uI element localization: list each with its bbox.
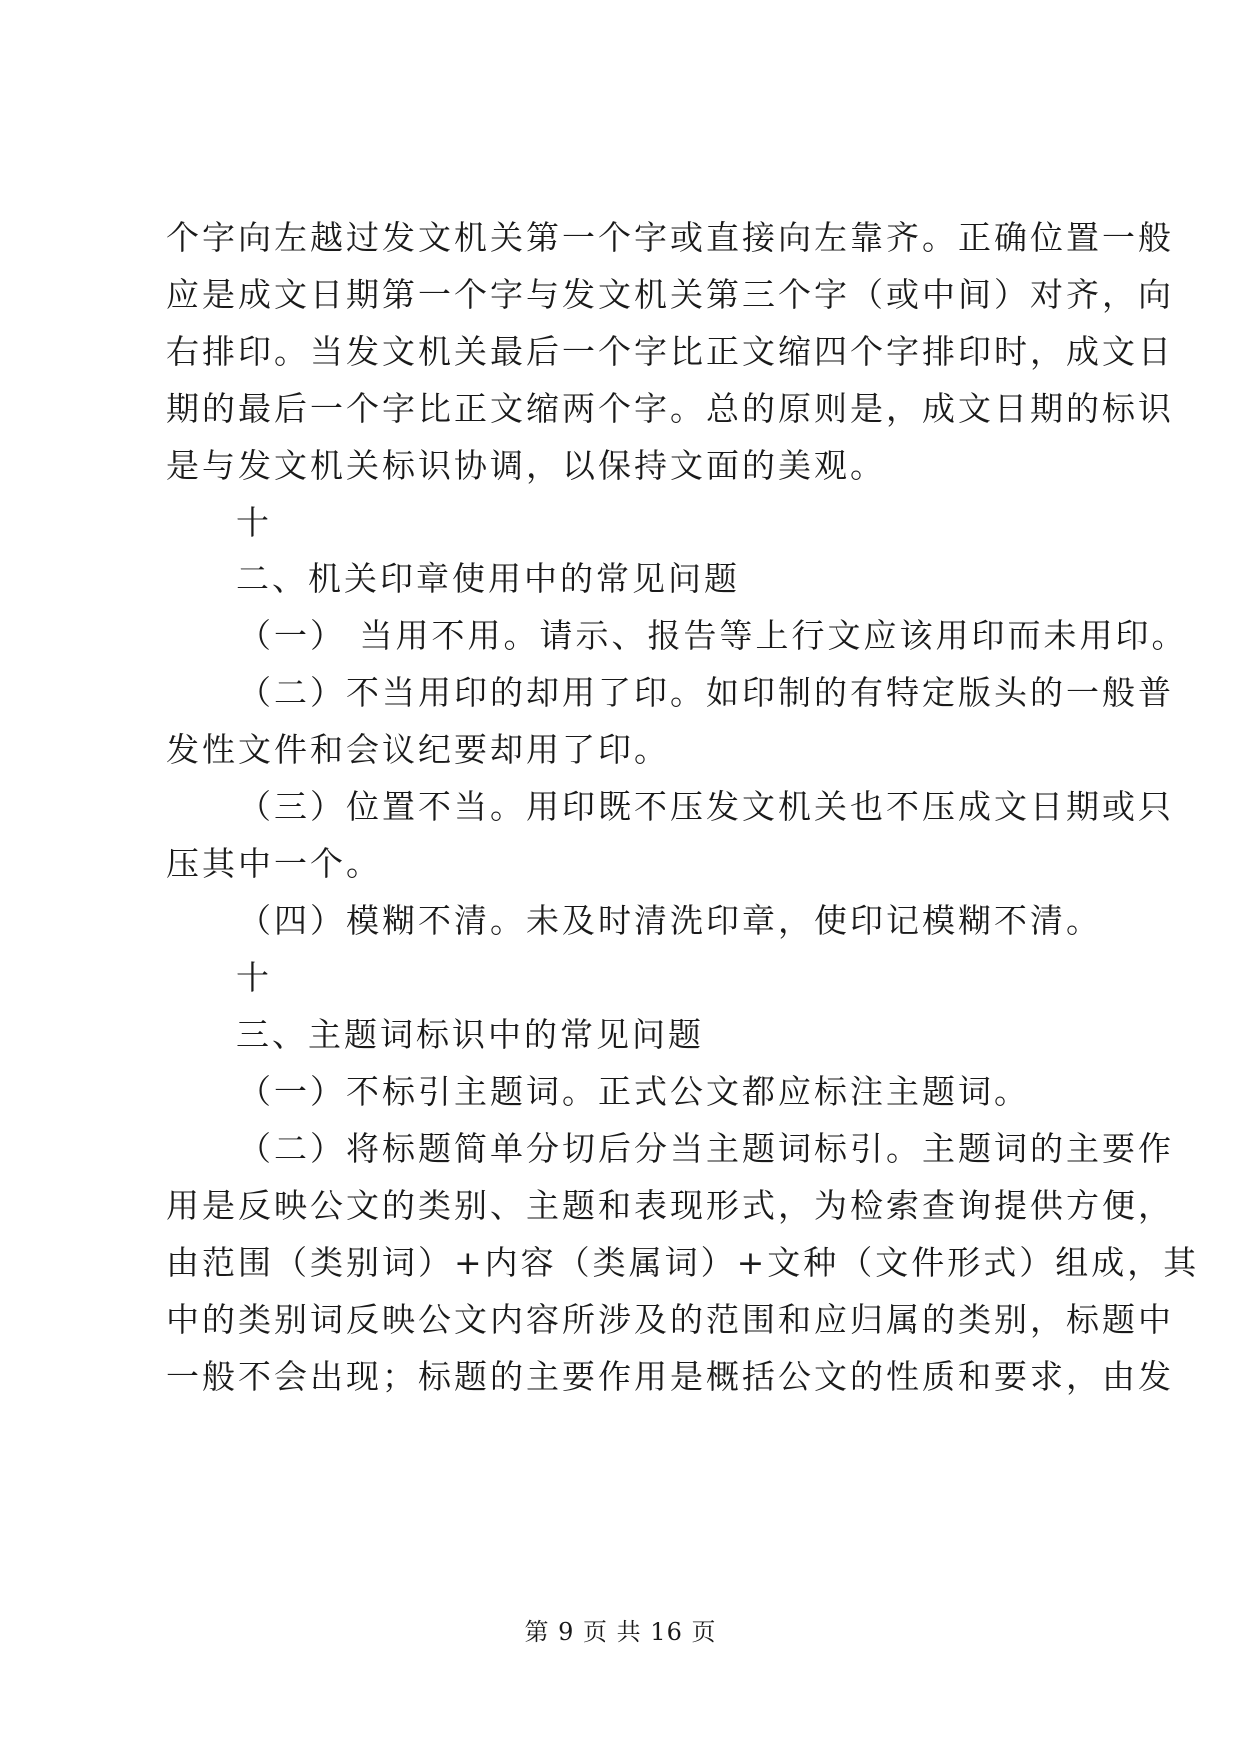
section-heading: 二、机关印章使用中的常见问题	[236, 559, 740, 598]
list-item: （三）位置不当。用印既不压发文机关也不压成文日期或只	[238, 787, 1174, 826]
paragraph-line: 一般不会出现；标题的主要作用是概括公文的性质和要求，由发	[166, 1357, 1174, 1396]
paragraph-line: 期的最后一个字比正文缩两个字。总的原则是，成文日期的标识	[166, 389, 1174, 428]
list-item: （一） 当用不用。请示、报告等上行文应该用印而未用印。	[238, 616, 1188, 655]
paragraph-line: 发性文件和会议纪要却用了印。	[166, 730, 670, 769]
paragraph-line: 中的类别词反映公文内容所涉及的范围和应归属的类别，标题中	[166, 1300, 1174, 1339]
paragraph-line: 是与发文机关标识协调，以保持文面的美观。	[166, 446, 886, 485]
separator-mark: 十	[236, 503, 272, 542]
list-item: （一）不标引主题词。正式公文都应标注主题词。	[238, 1072, 1030, 1111]
paragraph-line: 右排印。当发文机关最后一个字比正文缩四个字排印时，成文日	[166, 332, 1174, 371]
section-heading: 三、主题词标识中的常见问题	[236, 1015, 704, 1054]
separator-mark: 十	[236, 958, 272, 997]
paragraph-line: 应是成文日期第一个字与发文机关第三个字（或中间）对齐，向	[166, 275, 1174, 314]
paragraph-line: 压其中一个。	[166, 844, 382, 883]
list-item: （二）将标题简单分切后分当主题词标引。主题词的主要作	[238, 1129, 1174, 1168]
list-item: （二）不当用印的却用了印。如印制的有特定版头的一般普	[238, 673, 1174, 712]
page-number-footer: 第 9 页 共 16 页	[524, 1618, 717, 1646]
list-item: （四）模糊不清。未及时清洗印章，使印记模糊不清。	[238, 901, 1102, 940]
paragraph-line: 由范围（类别词）+内容（类属词）+文种（文件形式）组成，其	[166, 1243, 1200, 1282]
paragraph-line: 用是反映公文的类别、主题和表现形式，为检索查询提供方便，	[166, 1186, 1174, 1225]
paragraph-line: 个字向左越过发文机关第一个字或直接向左靠齐。正确位置一般	[166, 218, 1174, 257]
